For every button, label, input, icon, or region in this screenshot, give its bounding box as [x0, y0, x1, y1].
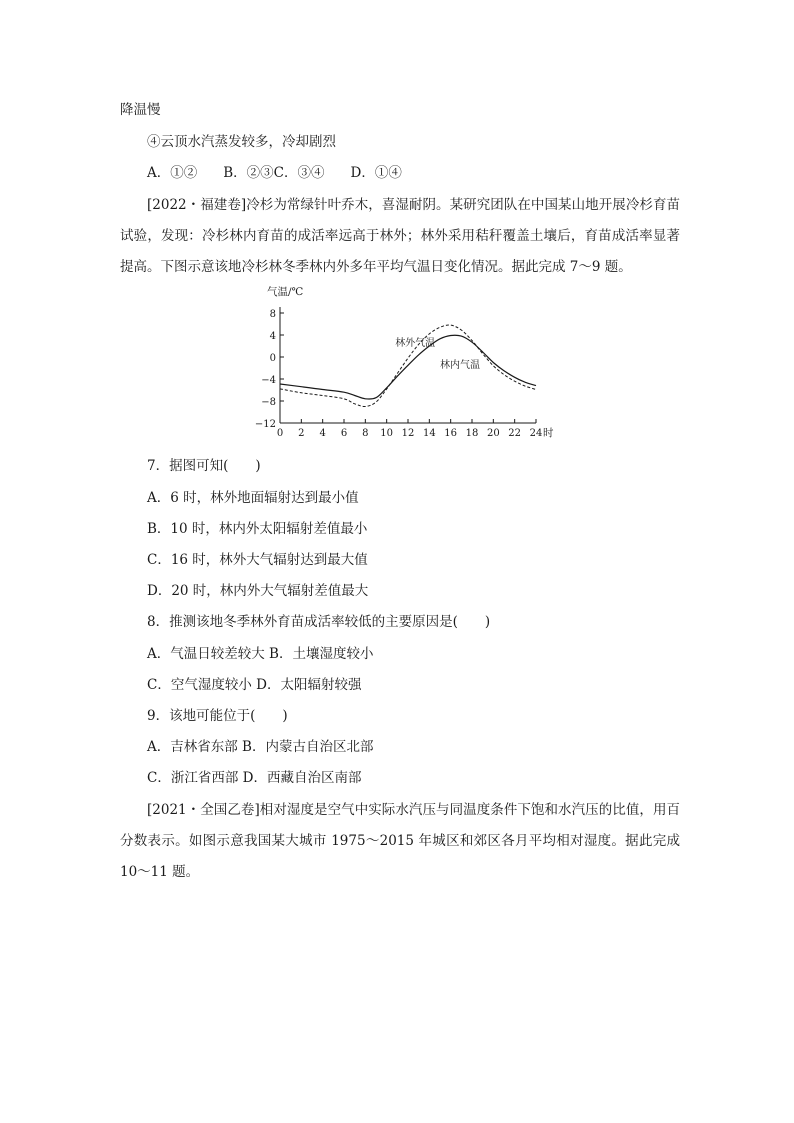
x-tick-label: 16	[444, 428, 458, 439]
passage-2022-fujian: [2022・福建卷]冷杉为常绿针叶乔木，喜湿耐阴。某研究团队在中国某山地开展冷杉育苗试验，发现：冷杉林内育苗的成活率远高于林外；林外采用秸秆覆盖土壤后，育苗成活率显著提高。下图示意该地冷杉林冬季林内外多年平均气温日变化情况。据此完成 7～9 题。	[120, 197, 680, 275]
x-tick-label: 14	[422, 428, 436, 439]
y-tick-label: −8	[261, 397, 276, 408]
question-7-option-b: B．10 时，林内外太阳辐射差值最小	[147, 521, 368, 537]
answer-option-d: D．①④	[350, 165, 402, 181]
series-label-inside-forest: 林内气温	[440, 360, 480, 371]
question-7-option-d: D．20 时，林内外大气辐射差值最大	[147, 583, 369, 599]
y-axis-title: 气温/℃	[267, 286, 304, 298]
y-tick-label: −4	[261, 375, 276, 386]
x-tick-label: 8	[362, 428, 369, 439]
x-tick-label: 10	[380, 428, 394, 439]
answer-option-a: A．①②	[147, 165, 198, 181]
continued-option-text: 降温慢	[120, 102, 161, 118]
y-tick-label: 8	[269, 309, 276, 320]
question-9-options-row-1: A．吉林省东部 B．内蒙古自治区北部	[147, 739, 374, 755]
x-tick-label: 2	[298, 428, 305, 439]
question-8-options-row-1: A．气温日较差较大 B．土壤湿度较小	[147, 646, 374, 662]
question-9-options-row-2: C．浙江省西部 D．西藏自治区南部	[147, 770, 362, 786]
question-9-stem: 9．该地可能位于( )	[147, 708, 288, 724]
chart-axes	[255, 285, 554, 439]
y-tick-label: 0	[269, 353, 276, 364]
series-label-outside-forest: 林外气温	[395, 338, 436, 349]
question-7-option-a: A．6 时，林外地面辐射达到最小值	[147, 490, 359, 506]
option-4-text: ④云顶水汽蒸发较多，冷却剧烈	[147, 134, 336, 150]
answer-options-row	[147, 163, 402, 183]
question-8-options-row-2: C．空气湿度较小 D．太阳辐射较强	[147, 677, 362, 693]
x-tick-label: 6	[340, 428, 348, 439]
x-tick-label: 18	[465, 428, 479, 439]
x-tick-label: 12	[401, 428, 415, 439]
y-tick-label: 4	[269, 331, 276, 342]
x-axis-unit: 时	[543, 427, 554, 439]
question-7-stem: 7．据图可知( )	[147, 458, 261, 474]
answer-option-bc: B．②③C．③④	[223, 165, 325, 181]
x-tick-label: 22	[508, 428, 522, 439]
passage-2021-national: [2021・全国乙卷]相对湿度是空气中实际水汽压与同温度条件下饱和水汽压的比值，用百分数表示。如图示意我国某大城市 1975～2015 年城区和郊区各月平均相对湿度。据此完成 10～11 题。	[120, 802, 680, 880]
x-tick-label: 24	[529, 428, 543, 439]
x-tick-label: 0	[276, 428, 284, 439]
x-tick-label: 4	[319, 428, 326, 439]
y-tick-label: −12	[255, 419, 276, 430]
question-7-option-c: C．16 时，林外大气辐射达到最大值	[147, 552, 368, 568]
x-tick-label: 20	[486, 428, 500, 439]
temperature-chart	[255, 283, 565, 443]
question-8-stem: 8．推测该地冬季林外育苗成活率较低的主要原因是( )	[147, 614, 491, 630]
